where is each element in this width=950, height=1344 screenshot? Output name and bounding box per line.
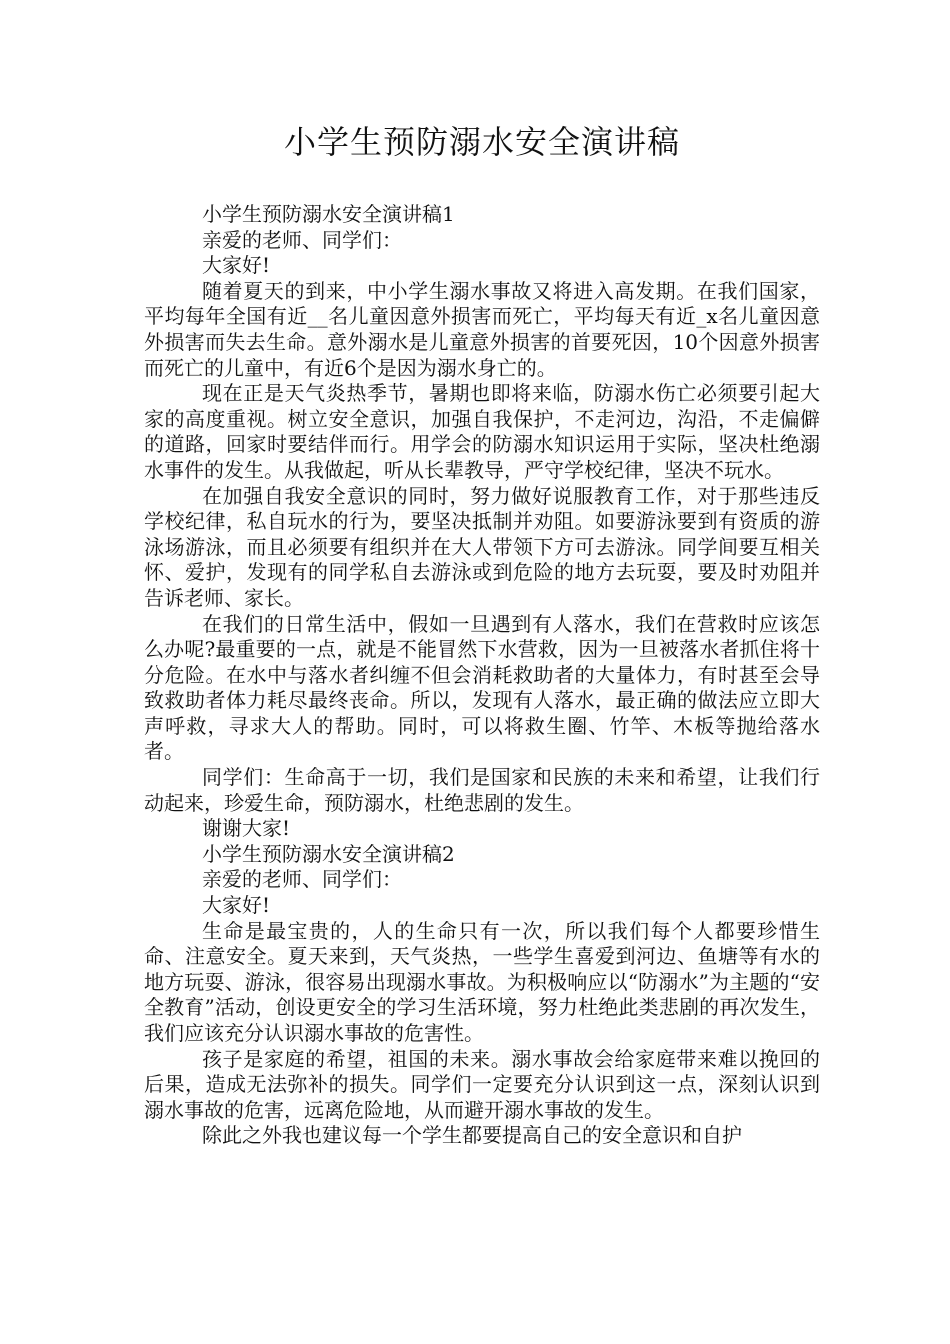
document-page	[144, 120, 820, 1149]
body-paragraph: 随着夏天的到来，中小学生溺水事故又将进入高发期。在我们国家，平均每年全国有近__名儿童因意外损害而死亡，平均每天有近_x名儿童因意外损害而失去生命。意外溺水是儿童意外损害的首要死因，10个因意外损害而死亡的儿童中，有近6个是因为溺水身亡的。	[144, 278, 820, 380]
body-paragraph: 除此之外我也建议每一个学生都要提高自己的安全意识和自护	[202, 1123, 742, 1148]
speech-1-salutation: 亲爱的老师、同学们：	[202, 227, 402, 252]
speech-2-salutation: 亲爱的老师、同学们：	[202, 867, 402, 892]
body-paragraph: 同学们：生命高于一切，我们是国家和民族的未来和希望，让我们行动起来，珍爱生命，预防溺水，杜绝悲剧的发生。	[144, 765, 820, 815]
speech-2-greeting: 大家好!	[202, 893, 271, 918]
body-paragraph: 现在正是天气炎热季节，暑期也即将来临，防溺水伤亡必须要引起大家的高度重视。树立安全意识，加强自我保护，不走河边，沟沿，不走偏僻的道路，回家时要结伴而行。用学会的防溺水知识运用于实际，坚决杜绝溺水事件的发生。从我做起，听从长辈教导，严守学校纪律，坚决不玩水。	[144, 381, 820, 482]
body-paragraph: 生命是最宝贵的，人的生命只有一次，所以我们每个人都要珍惜生命、注意安全。夏天来到，天气炎热，一些学生喜爱到河边、鱼塘等有水的地方玩耍、游泳，很容易出现溺水事故。为积极响应以“防溺水”为主题的“安全教育”活动，创设更安全的学习生活环境，努力杜绝此类悲剧的再次发生，我们应该充分认识溺水事故的危害性。	[144, 918, 820, 1045]
body-paragraph: 孩子是家庭的希望，祖国的未来。溺水事故会给家庭带来难以挽回的后果，造成无法弥补的损失。同学们一定要充分认识到这一点，深刻认识到溺水事故的危害，远离危险地，从而避开溺水事故的发生。	[144, 1046, 820, 1122]
body-paragraph: 在我们的日常生活中，假如一旦遇到有人落水，我们在营救时应该怎么办呢?最重要的一点，就是不能冒然下水营救，因为一旦被落水者抓住将十分危险。在水中与落水者纠缠不但会消耗救助者的大量体力，有时甚至会导致救助者体力耗尽最终丧命。所以，发现有人落水，最正确的做法应立即大声呼救，寻求大人的帮助。同时，可以将救生圈、竹竿、木板等抛给落水者。	[144, 611, 820, 764]
speech-1-greeting: 大家好!	[202, 253, 271, 278]
speech-1-closing: 谢谢大家!	[202, 816, 291, 841]
speech-2-heading: 小学生预防溺水安全演讲稿2	[202, 841, 455, 866]
speech-1-heading: 小学生预防溺水安全演讲稿1	[202, 202, 455, 226]
document-body	[144, 202, 820, 1149]
body-paragraph: 在加强自我安全意识的同时，努力做好说服教育工作，对于那些违反学校纪律，私自玩水的行为，要坚决抵制并劝阻。如要游泳要到有资质的游泳场游泳，而且必须要有组织并在大人带领下方可去游泳。同学间要互相关怀、爱护，发现有的同学私自去游泳或到危险的地方去玩耍，要及时劝阻并告诉老师、家长。	[144, 483, 820, 610]
document-title: 小学生预防溺水安全演讲稿	[283, 123, 680, 161]
